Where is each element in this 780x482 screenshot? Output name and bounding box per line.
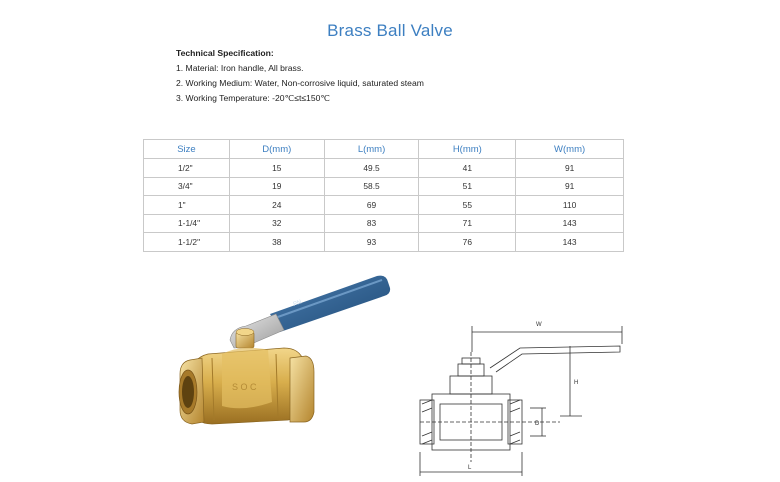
table-cell: 41 [419, 159, 516, 178]
table-cell: 91 [516, 177, 624, 196]
table-cell: 110 [516, 196, 624, 215]
column-header: L(mm) [324, 140, 419, 159]
label-d: D [535, 421, 540, 427]
valve-technical-drawing [410, 312, 640, 482]
table-cell: 1-1/4" [144, 214, 230, 233]
column-header: W(mm) [516, 140, 624, 159]
ball-valve-photo [172, 262, 422, 442]
table-cell: 19 [229, 177, 324, 196]
table-header-row [144, 140, 624, 159]
spec-line: 2. Working Medium: Water, Non-corrosive liquid, saturated steam [176, 78, 424, 88]
dimension-table [143, 139, 624, 252]
table-cell: 1/2" [144, 159, 230, 178]
spec-line: 1. Material: Iron handle, All brass. [176, 63, 304, 73]
table-cell: 93 [324, 233, 419, 252]
table-cell: 32 [229, 214, 324, 233]
svg-text:PN: PN [292, 299, 303, 308]
table-cell: 69 [324, 196, 419, 215]
table-cell: 1-1/2" [144, 233, 230, 252]
label-h: H [574, 380, 579, 386]
svg-text:S O C: S O C [232, 382, 257, 392]
table-cell: 49.5 [324, 159, 419, 178]
table-cell: 15 [229, 159, 324, 178]
table-cell: 51 [419, 177, 516, 196]
table-cell: 38 [229, 233, 324, 252]
label-w: W [536, 322, 542, 328]
spec-line: 3. Working Temperature: -20℃≤t≤150℃ [176, 93, 331, 103]
table-cell: 58.5 [324, 177, 419, 196]
page-title: Brass Ball Valve [327, 21, 453, 40]
table-row [144, 214, 624, 233]
table-row [144, 177, 624, 196]
column-header: D(mm) [229, 140, 324, 159]
table-cell: 24 [229, 196, 324, 215]
table-cell: 71 [419, 214, 516, 233]
table-row [144, 196, 624, 215]
table-row [144, 159, 624, 178]
spec-heading: Technical Specification: [176, 48, 274, 58]
table-cell: 143 [516, 233, 624, 252]
table-cell: 83 [324, 214, 419, 233]
table-cell: 55 [419, 196, 516, 215]
column-header: H(mm) [419, 140, 516, 159]
table-cell: 143 [516, 214, 624, 233]
table-cell: 76 [419, 233, 516, 252]
column-header: Size [144, 140, 230, 159]
table-cell: 3/4" [144, 177, 230, 196]
technical-specification [176, 48, 424, 109]
table-row [144, 233, 624, 252]
table-cell: 91 [516, 159, 624, 178]
table-cell: 1" [144, 196, 230, 215]
label-l: L [468, 465, 472, 471]
